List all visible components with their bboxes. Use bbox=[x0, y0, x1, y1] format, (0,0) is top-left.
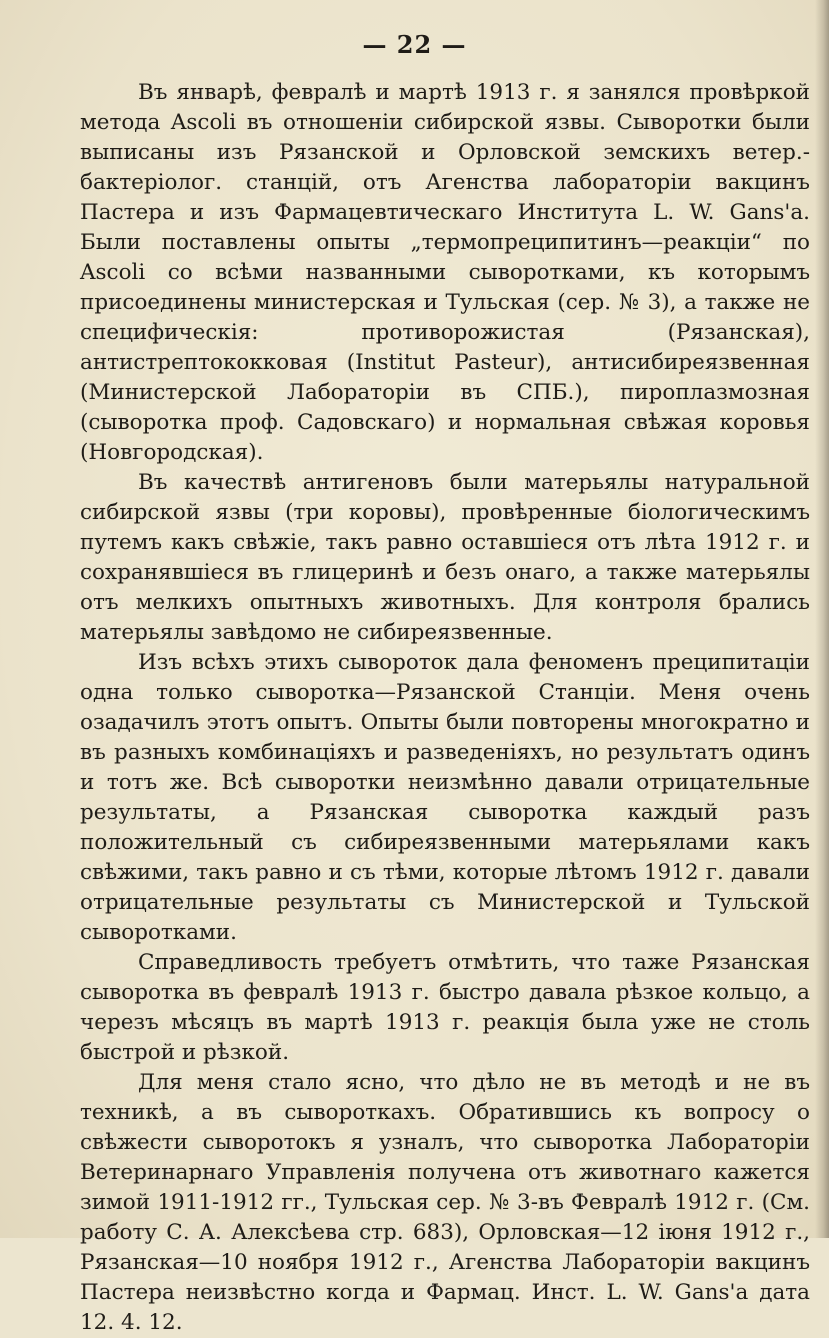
body-text bbox=[80, 78, 810, 1338]
paragraph-2: Въ качествѣ антигеновъ были матерьялы натуральной сибирской язвы (три коровы), провѣренные біологическимъ путемъ какъ свѣжіе, такъ равно оставшіеся отъ лѣта 1912 г. и сохранявшіеся въ глицеринѣ и безъ онаго, а также матерьялы отъ мелкихъ опытныхъ животныхъ. Для контроля брались матерьялы завѣдомо не сибиреязвенные. bbox=[80, 470, 810, 645]
paragraph-5: Для меня стало ясно, что дѣло не въ методѣ и не въ техникѣ, а въ сывороткахъ. Обратившись къ вопросу о свѣжести сыворотокъ я узналъ, что сыворотка Лабораторіи Ветеринарнаго Управленія получена отъ животнаго кажется зимой 1911-1912 гг., Тульская сер. № 3-въ Февралѣ 1912 г. (См. работу С. А. Алексѣева стр. 683), Орловская—12 іюня 1912 г., Рязанская—10 ноября 1912 г., Агенства Лабораторіи вакцинъ Пастера неизвѣстно когда и Фармац. Инст. L. W. Gans'а дата 12. 4. 12. bbox=[80, 1070, 810, 1335]
paragraph-4: Справедливость требуетъ отмѣтить, что таже Рязанская сыворотка въ февралѣ 1913 г. быстро давала рѣзкое кольцо, а черезъ мѣсяцъ въ мартѣ 1913 г. реакція была уже не столь быстрой и рѣзкой. bbox=[80, 950, 810, 1065]
page-edge-shadow bbox=[815, 0, 829, 1238]
page-number: — 22 — bbox=[362, 30, 467, 59]
paragraph-3: Изъ всѣхъ этихъ сывороток дала феноменъ преципитаціи одна только сыворотка—Рязанской Станціи. Меня очень озадачилъ этотъ опытъ. Опыты были повторены многократно и въ разныхъ комбинаціяхъ и разведеніяхъ, но результатъ одинъ и тотъ же. Всѣ сыворотки неизмѣнно давали отрицательные результаты, а Рязанская сыворотка каждый разъ положительный съ сибиреязвенными матерьялами какъ свѣжими, такъ равно и съ тѣми, которые лѣтомъ 1912 г. давали отрицательные результаты съ Министерской и Тульской сыворотками. bbox=[80, 650, 810, 945]
paragraph-1: Въ январѣ, февралѣ и мартѣ 1913 г. я занялся провѣркой метода Ascoli въ отношеніи сибирской язвы. Сыворотки были выписаны изъ Рязанской и Орловской земскихъ ветер.-бактеріолог. станцій, отъ Агенства лабораторіи вакцинъ Пастера и изъ Фармацевтическаго Института L. W. Gans'а. Были поставлены опыты „термопреципитинъ—реакціи“ по Ascoli со всѣми названными сыворотками, къ которымъ присоединены министерская и Тульская (сер. № 3), а также не специфическія: противорожистая (Рязанская), антистрептококковая (Institut Pasteur), антисибиреязвенная (Министерской Лабораторіи въ СПБ.), пироплазмозная (сыворотка проф. Садовскаго) и нормальная свѣжая коровья (Новгородская). bbox=[80, 80, 810, 465]
